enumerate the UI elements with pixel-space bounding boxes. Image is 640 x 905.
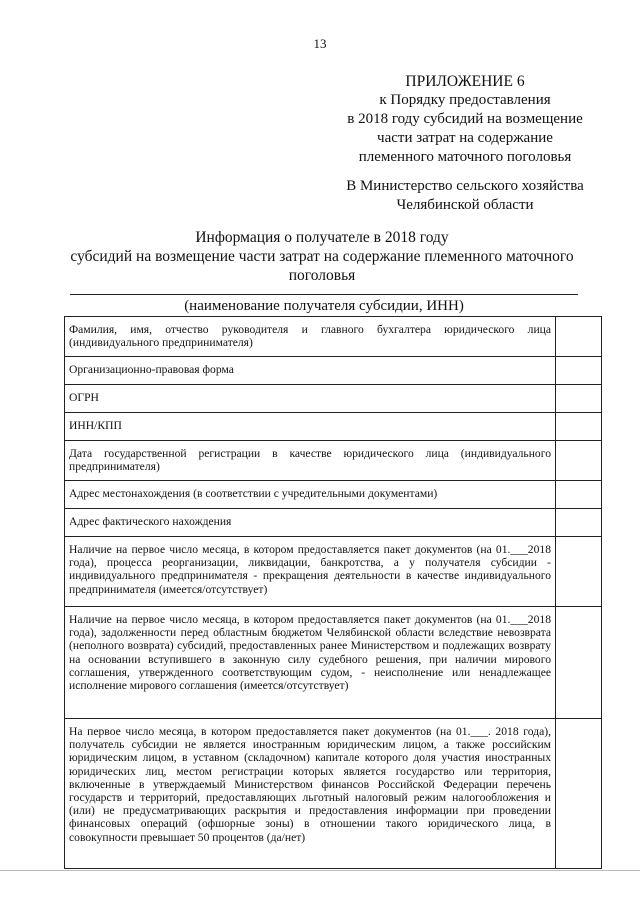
table-row-label: На первое число месяца, в котором предоставляется пакет документов (на 01.___. 2018 года), получатель субсидии не является иностранным юридическим лицом, а также российским юридическим лицом, в уставном (складочном) капитале которого доля участия иностранных юридических лиц, местом регистрации которых является государство или территория, включенные в утверждаемый Министерством финансов Российской Федерации перечень государств и территорий, предоставляющих льготный налоговый режим налогообложения и (или) не предусматривающих раскрытия и предоставления информации при проведении финансовых операций (офшорные зоны) в отношении такого юридического лица, в совокупности превышает 50 процентов (да/нет) xyxy=(65,719,556,869)
table-row xyxy=(65,537,602,607)
table-row-label: Адрес местонахождения (в соответствии с учредительными документами) xyxy=(65,481,556,509)
addressee-line: Челябинской области xyxy=(396,197,534,213)
table-row-value-cell[interactable] xyxy=(556,357,602,385)
recipient-caption: (наименование получателя субсидии, ИНН) xyxy=(184,298,464,314)
table-row xyxy=(65,413,602,441)
page-number: 13 xyxy=(313,36,327,51)
addressee-line: В Министерство сельского хозяйства xyxy=(346,178,584,194)
table-row-value-cell[interactable] xyxy=(556,509,602,537)
table-row-label: Адрес фактического нахождения xyxy=(65,509,556,537)
table-row-value-cell[interactable] xyxy=(556,607,602,719)
table-row-label: ИНН/КПП xyxy=(65,413,556,441)
document-title-line: Информация о получателе в 2018 году xyxy=(195,229,449,246)
appendix-line: к Порядку предоставления xyxy=(379,92,551,108)
appendix-title: ПРИЛОЖЕНИЕ 6 xyxy=(405,73,525,90)
document-title-line: субсидий на возмещение части затрат на содержание племенного маточного xyxy=(70,248,574,265)
table-row xyxy=(65,607,602,719)
appendix-line: части затрат на содержание xyxy=(377,130,553,146)
table-row xyxy=(65,317,602,357)
table-row-value-cell[interactable] xyxy=(556,537,602,607)
table-row xyxy=(65,481,602,509)
table-row-value-cell[interactable] xyxy=(556,385,602,413)
recipient-info-table xyxy=(64,316,602,869)
table-row-label: Организационно-правовая форма xyxy=(65,357,556,385)
table-row xyxy=(65,509,602,537)
table-row-label: Наличие на первое число месяца, в котором предоставляется пакет документов (на 01.___2018 года), процесса реорганизации, ликвидации, банкротства, а у получателя субсидии - индивидуального предпринимателя - прекращения деятельности в качестве индивидуального предпринимателя (имеется/отсутствует) xyxy=(65,537,556,607)
table-row xyxy=(65,385,602,413)
table-row-label: Фамилия, имя, отчество руководителя и главного бухгалтера юридического лица (индивидуального предпринимателя) xyxy=(65,317,556,357)
appendix-line: племенного маточного поголовья xyxy=(358,149,572,165)
table-row xyxy=(65,357,602,385)
table-row-value-cell[interactable] xyxy=(556,441,602,481)
appendix-header xyxy=(300,72,630,167)
table-row-label: Дата государственной регистрации в качестве юридического лица (индивидуального предпринимателя) xyxy=(65,441,556,481)
recipient-name-line[interactable] xyxy=(70,294,578,295)
appendix-line: в 2018 году субсидий на возмещение xyxy=(347,111,583,127)
addressee xyxy=(300,177,630,215)
table-row-value-cell[interactable] xyxy=(556,719,602,869)
table-row xyxy=(65,719,602,869)
table-row-value-cell[interactable] xyxy=(556,413,602,441)
table-row xyxy=(65,441,602,481)
page-bottom-edge xyxy=(0,870,640,871)
table-row-label: Наличие на первое число месяца, в котором предоставляется пакет документов (на 01.___2018 года), задолженности перед областным бюджетом Челябинской области вследствие невозврата (неполного возврата) субсидий, предоставленных ранее Министерством и подлежащих возврату на основании вступившего в законную силу судебного решения, при наличии мирового соглашения, утвержденного соответствующим судом, - неисполнение или ненадлежащее исполнение мирового соглашения (имеется/отсутствует) xyxy=(65,607,556,719)
document-title-line: поголовья xyxy=(288,267,356,284)
table-row-label: ОГРН xyxy=(65,385,556,413)
document-title xyxy=(62,228,582,285)
table-row-value-cell[interactable] xyxy=(556,481,602,509)
table-row-value-cell[interactable] xyxy=(556,317,602,357)
